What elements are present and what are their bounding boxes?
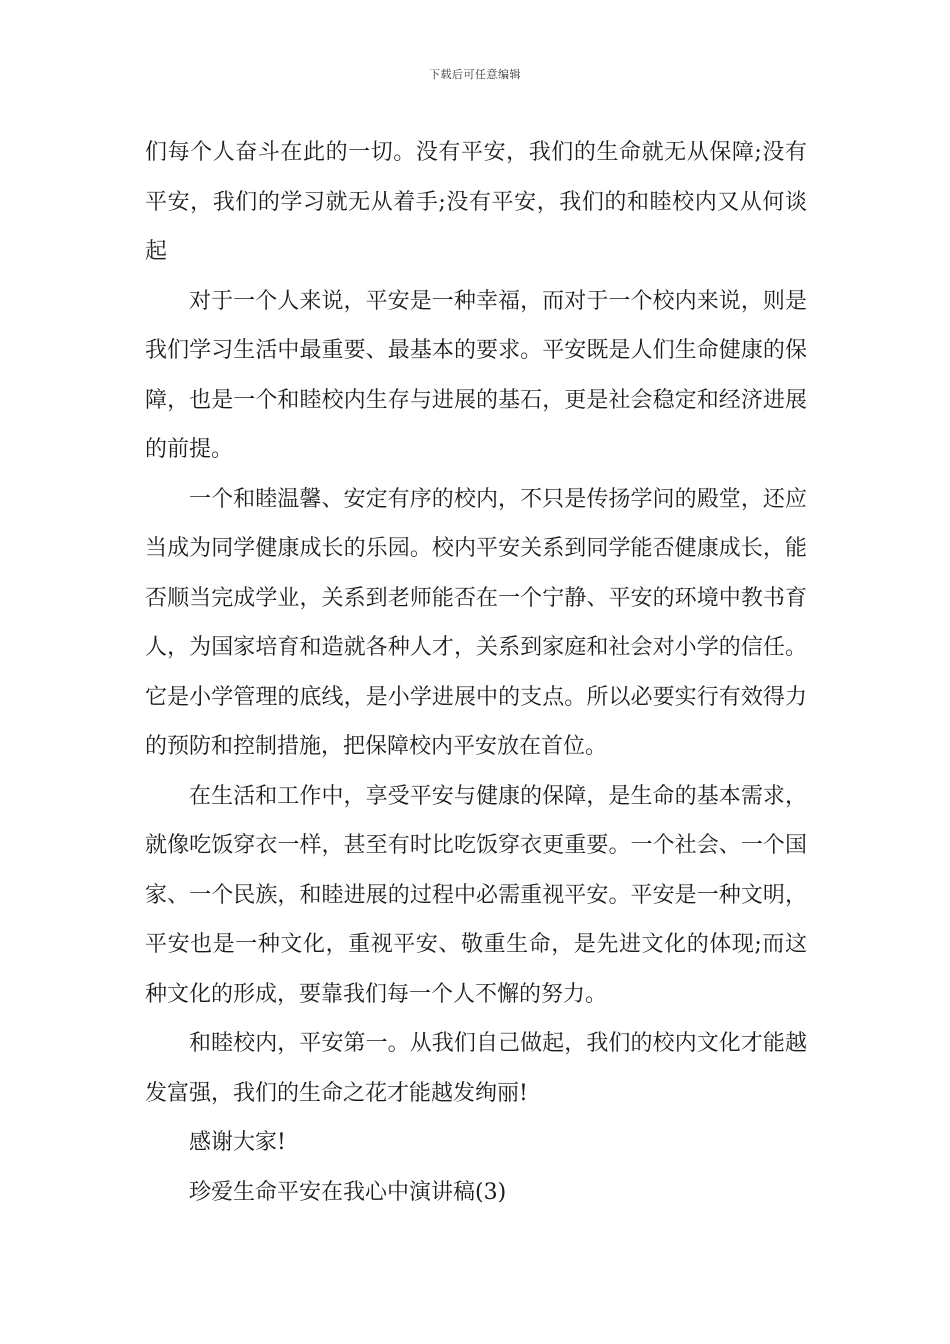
paragraph-life-and-work: 在生活和工作中，享受平安与健康的保障，是生命的基本需求，就像吃饭穿衣一样，甚至有时比吃饭穿衣更重要。一个社会、一个国家、一个民族，和睦进展的过程中必需重视平安。平安是一种文明，平安也是一种文化，重视平安、敬重生命，是先进文化的体现;而这种文化的形成，要靠我们每一个人不懈的努力。 (145, 783, 807, 1007)
paragraph-campus-harmony: 一个和睦温馨、安定有序的校内，不只是传扬学问的殿堂，还应当成为同学健康成长的乐园。校内平安关系到同学能否健康成长，能否顺当完成学业，关系到老师能否在一个宁静、平安的环境中教书育人，为国家培育和造就各种人才，关系到家庭和社会对小学的信任。它是小学管理的底线，是小学进展中的支点。所以必要实行有效得力的预防和控制措施，把保障校内平安放在首位。 (145, 486, 807, 759)
paragraph-safety-first: 和睦校内，平安第一。从我们自己做起，我们的校内文化才能越发富强，我们的生命之花才能越发绚丽! (145, 1031, 807, 1106)
section-title: 珍爱生命平安在我心中演讲稿(3) (189, 1179, 507, 1205)
page-header-note: 下载后可任意编辑 (429, 68, 521, 81)
paragraph-thanks: 感谢大家! (189, 1130, 286, 1155)
paragraph-continuation: 们每个人奋斗在此的一切。没有平安，我们的生命就无从保障;没有平安，我们的学习就无从着手;没有平安，我们的和睦校内又从何谈起 (145, 140, 807, 264)
paragraph-safety-importance: 对于一个人来说，平安是一种幸福，而对于一个校内来说，则是我们学习生活中最重要、最基本的要求。平安既是人们生命健康的保障，也是一个和睦校内生存与进展的基石，更是社会稳定和经济进展的前提。 (145, 288, 807, 462)
document-body (145, 128, 807, 1217)
